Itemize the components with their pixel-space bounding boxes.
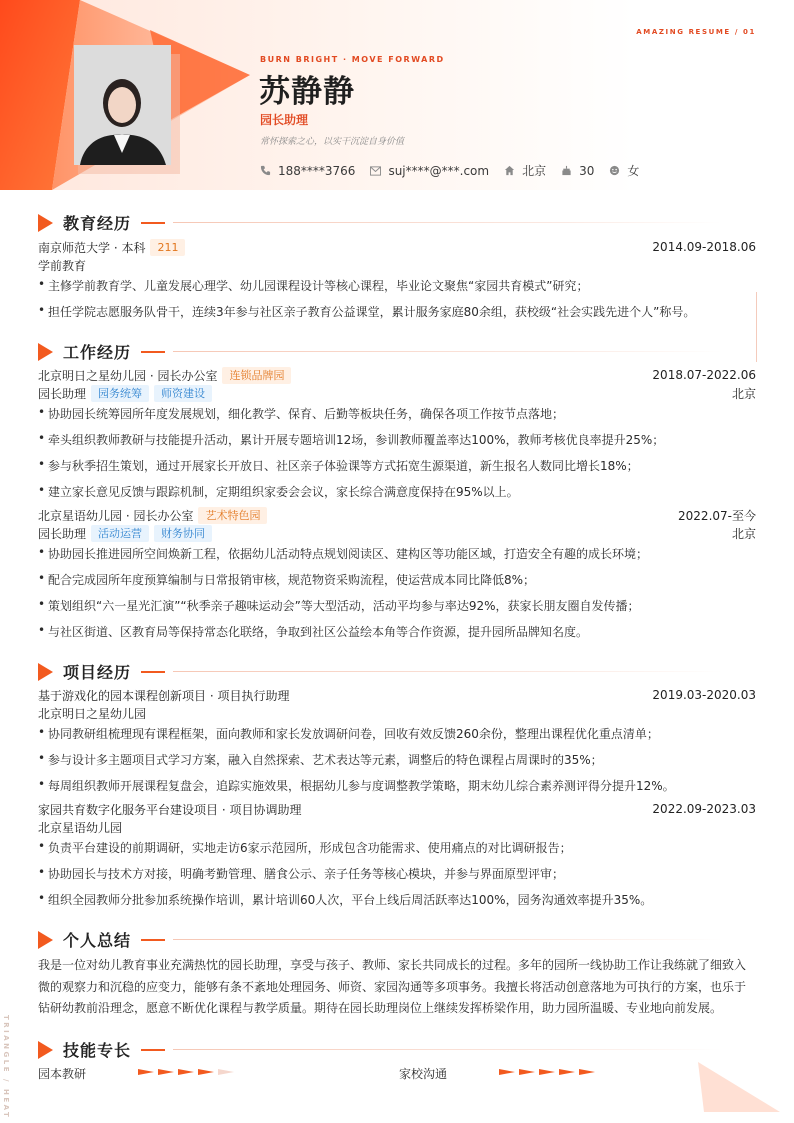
list-item: • 主修学前教育学、儿童发展心理学、幼儿园课程设计等核心课程，毕业论文聚焦“家园共育模式”研究； xyxy=(38,277,589,293)
skill-name: 家校沟通 xyxy=(399,1067,448,1081)
skill-tag: 园务统筹 xyxy=(91,385,149,402)
education-date: 2014.09-2018.06 xyxy=(652,240,756,254)
phone-icon xyxy=(260,165,271,176)
work-title-row xyxy=(38,384,756,402)
skill-tag: 师资建设 xyxy=(154,385,212,402)
section-projects xyxy=(38,660,758,683)
phone-value: 188****3766 xyxy=(278,163,356,178)
work-location: 北京 xyxy=(731,526,756,541)
school-name: 南京师范大学 · 本科 xyxy=(38,240,146,255)
work-title: 园长助理 xyxy=(38,526,87,541)
list-item: • 负责平台建设的前期调研，实地走访6家示范园所，形成包含功能需求、使用痛点的对比调研报告； xyxy=(38,839,572,855)
skill-level-arrow xyxy=(178,1069,194,1075)
section-title: 教育经历 xyxy=(63,214,132,233)
school-tag: 211 xyxy=(150,239,185,256)
list-item: • 协助园长推进园所空间焕新工程，依据幼儿活动特点规划阅读区、建构区等功能区域，打造安全有趣的成长环境； xyxy=(38,545,649,561)
list-item: • 协助园长统筹园所年度发展规划，细化教学、保育、后勤等板块任务，确保各项工作按节点落地； xyxy=(38,405,565,421)
project-org-row xyxy=(38,818,756,836)
work-tag: 连锁品牌园 xyxy=(222,367,291,384)
project-org: 北京明日之星幼儿园 xyxy=(38,706,147,721)
section-skills xyxy=(38,1038,758,1061)
work-title: 园长助理 xyxy=(38,386,87,401)
city-value: 北京 xyxy=(522,164,547,178)
candidate-role: 园长助理 xyxy=(260,113,309,127)
work-title-row xyxy=(38,524,756,542)
skill-level-arrow xyxy=(138,1069,154,1075)
skill-level-arrow xyxy=(198,1069,214,1075)
motto: 常怀探索之心，以实干沉淀自身价值 xyxy=(260,137,405,147)
skill-level-bar xyxy=(138,1069,238,1075)
list-item: • 牵头组织教师教研与技能提升活动，累计开展专题培训12场，参训教师覆盖率达100%，教师考核优良率提升25%； xyxy=(38,431,665,447)
section-triangle-icon xyxy=(38,343,53,361)
contact-gender xyxy=(609,162,639,179)
age-value: 30 xyxy=(579,163,595,178)
person-silhouette xyxy=(74,45,171,165)
project-name: 家园共育数字化服务平台建设项目 · 项目协调助理 xyxy=(38,802,302,817)
work-org: 北京星语幼儿园 · 园长办公室 xyxy=(38,508,194,523)
section-title: 个人总结 xyxy=(63,931,132,950)
project-row xyxy=(38,800,756,818)
skill-level-arrow xyxy=(539,1069,555,1075)
education-major-row xyxy=(38,256,756,274)
summary-line: 微的观察力和沉稳的应变力，能够有条不紊地处理园务、师资、家园沟通等多项事务。我擅长将活动创意落地为可执行的方案，也乐于 xyxy=(38,979,747,994)
list-item: • 与社区街道、区教育局等保持常态化联络，争取到社区公益绘本角等合作资源，提升园所品牌知名度。 xyxy=(38,623,589,639)
project-row xyxy=(38,686,756,704)
list-item: • 建立家长意见反馈与跟踪机制，定期组织家委会会议，家长综合满意度保持在95%以上。 xyxy=(38,483,519,499)
skill-level-arrow xyxy=(519,1069,535,1075)
candidate-name: 苏静静 xyxy=(259,74,355,110)
list-item: • 策划组织“六一星光汇演”“秋季亲子趣味运动会”等大型活动，活动平均参与率达92%，获家长朋友圈自发传播； xyxy=(38,597,640,613)
work-tag: 艺术特色园 xyxy=(198,507,267,524)
skill-name: 园本教研 xyxy=(38,1067,87,1081)
skill-level-arrow xyxy=(579,1069,595,1075)
list-item: • 配合完成园所年度预算编制与日常报销审核，规范物资采购流程，使运营成本同比降低8%； xyxy=(38,571,536,587)
section-title: 技能专长 xyxy=(63,1041,132,1060)
work-location: 北京 xyxy=(731,386,756,401)
skill-level-bar xyxy=(499,1069,599,1075)
skill-level-arrow xyxy=(499,1069,515,1075)
list-item: • 协助园长与技术方对接，明确考勤管理、膳食公示、亲子任务等核心模块，并参与界面原型评审； xyxy=(38,865,565,881)
project-name: 基于游戏化的园本课程创新项目 · 项目执行助理 xyxy=(38,688,290,703)
contact-phone xyxy=(260,164,355,178)
list-item: • 每周组织教师开展课程复盘会，追踪实施效果，根据幼儿参与度调整教学策略，期末幼儿综合素养测评得分提升12%。 xyxy=(38,777,675,793)
section-title: 工作经历 xyxy=(63,343,132,362)
side-text: TRIANGLE / HEAT xyxy=(2,1015,10,1120)
section-triangle-icon xyxy=(38,214,53,232)
section-work xyxy=(38,340,758,363)
footer-triangle-decoration xyxy=(690,1060,794,1123)
contact-bar xyxy=(260,162,654,179)
project-date: 2022.09-2023.03 xyxy=(652,802,756,816)
profile-photo xyxy=(74,45,171,165)
list-item: • 组织全园教师分批参加系统操作培训，累计培训60人次，平台上线后周活跃率达100%，园务沟通效率提升35%。 xyxy=(38,891,653,907)
section-summary xyxy=(38,928,758,951)
project-org: 北京星语幼儿园 xyxy=(38,820,123,835)
gender-value: 女 xyxy=(627,164,640,178)
section-triangle-icon xyxy=(38,1041,53,1059)
email-value: suj****@***.com xyxy=(388,163,490,178)
list-item: • 协同教研组梳理现有课程框架，面向教师和家长发放调研问卷，回收有效反馈260余份，整理出课程优化重点清单； xyxy=(38,725,659,741)
project-org-row xyxy=(38,704,756,722)
tagline: BURN BRIGHT · MOVE FORWARD xyxy=(260,55,445,64)
section-triangle-icon xyxy=(38,663,53,681)
summary-line: 我是一位对幼儿教育事业充满热忱的园长助理，享受与孩子、教师、家长共同成长的过程。多年的园所一线协助工作让我练就了细致入 xyxy=(38,958,747,972)
education-row xyxy=(38,238,756,256)
corner-mark: AMAZING RESUME / 01 xyxy=(636,28,756,36)
skill-level-arrow xyxy=(218,1069,234,1075)
summary-text xyxy=(38,955,750,1020)
work-row xyxy=(38,506,756,524)
work-org: 北京明日之星幼儿园 · 园长办公室 xyxy=(38,368,218,383)
skill-tag: 财务协同 xyxy=(154,525,212,542)
work-date: 2018.07-2022.06 xyxy=(652,368,756,382)
project-date: 2019.03-2020.03 xyxy=(652,688,756,702)
smile-icon xyxy=(609,165,620,176)
summary-line: 钻研幼教前沿理念，愿意不断优化课程与教学质量。期待在园长助理岗位上继续发挥桥梁作用，助力园所温暖、专业地向前发展。 xyxy=(38,1001,723,1015)
education-major: 学前教育 xyxy=(38,258,87,273)
work-date: 2022.07-至今 xyxy=(678,508,756,523)
skill-level-arrow xyxy=(559,1069,575,1075)
skill-tag: 活动运营 xyxy=(91,525,149,542)
contact-city xyxy=(504,162,546,179)
list-item: • 担任学院志愿服务队骨干，连续3年参与社区亲子教育公益课堂，累计服务家庭80余组，获校级“社会实践先进个人”称号。 xyxy=(38,303,696,319)
list-item: • 参与秋季招生策划，通过开展家长开放日、社区亲子体验课等方式拓宽生源渠道，新生报名人数同比增长18%； xyxy=(38,457,639,473)
contact-age xyxy=(561,164,594,178)
list-item: • 参与设计多主题项目式学习方案，融入自然探索、艺术表达等元素，调整后的特色课程占周课时的35%； xyxy=(38,751,603,767)
work-row xyxy=(38,366,756,384)
section-triangle-icon xyxy=(38,931,53,949)
section-title: 项目经历 xyxy=(63,663,132,682)
cake-icon xyxy=(561,165,572,176)
section-education xyxy=(38,211,758,234)
contact-email xyxy=(370,164,489,178)
mail-icon xyxy=(370,166,381,176)
skill-level-arrow xyxy=(158,1069,174,1075)
home-icon xyxy=(504,165,515,176)
